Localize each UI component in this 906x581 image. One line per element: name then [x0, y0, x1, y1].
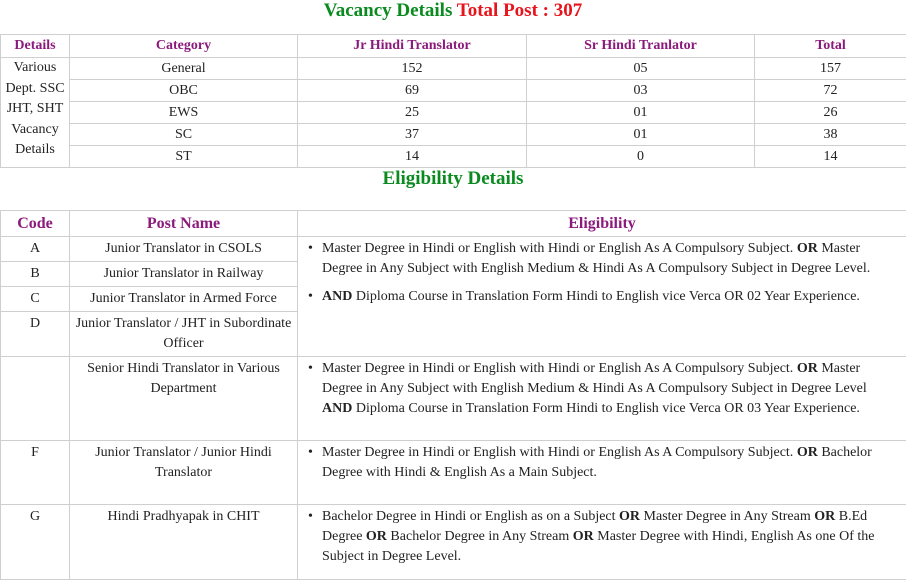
table-row: [1, 102, 906, 124]
table-row: [1, 124, 906, 146]
total-cell: 38: [755, 124, 906, 146]
code-cell: B: [1, 262, 70, 287]
col-post-name: Post Name: [70, 211, 298, 237]
list-item: [308, 287, 896, 307]
details-cell: Various Dept. SSC JHT, SHT Vacancy Details: [1, 58, 70, 168]
and-keyword: AND: [322, 289, 353, 304]
eligibility-cell: [298, 505, 906, 580]
category-cell: ST: [70, 146, 298, 168]
table-row: [1, 146, 906, 168]
table-row: [1, 441, 906, 505]
vacancy-table: [0, 34, 906, 168]
table-row: [1, 237, 906, 262]
list-item: [308, 239, 896, 279]
bullet-icon: •: [308, 445, 313, 460]
sr-cell: 03: [527, 80, 755, 102]
sr-cell: 05: [527, 58, 755, 80]
code-cell: A: [1, 237, 70, 262]
eligibility-cell: [298, 357, 906, 441]
eligibility-cell: [298, 237, 906, 357]
col-category: Category: [70, 35, 298, 58]
code-cell: [1, 357, 70, 441]
jr-cell: 37: [298, 124, 527, 146]
jr-cell: 25: [298, 102, 527, 124]
eligibility-text: Master Degree in Any Stream: [643, 509, 811, 524]
eligibility-text: Bachelor Degree in Hindi or English as on a Subject: [322, 509, 616, 524]
eligibility-text: Master Degree with Hindi, English As one Of the Subject in Degree Level.: [322, 529, 875, 564]
eligibility-header-row: [1, 211, 906, 237]
bullet-icon: •: [308, 241, 313, 256]
list-item: [308, 443, 896, 483]
col-eligibility: Eligibility: [298, 211, 906, 237]
table-row: [1, 58, 906, 80]
bullet-icon: •: [308, 509, 313, 524]
total-cell: 26: [755, 102, 906, 124]
or-keyword: OR: [814, 509, 836, 524]
vacancy-header-row: [1, 35, 906, 58]
jr-cell: 69: [298, 80, 527, 102]
total-cell: 14: [755, 146, 906, 168]
post-cell: Junior Translator in Armed Force: [70, 287, 298, 312]
category-cell: OBC: [70, 80, 298, 102]
eligibility-text: Master Degree in Any Subject with English Medium & Hindi As A Compulsory Subject in Degree Level: [322, 361, 867, 396]
or-keyword: OR: [796, 445, 818, 460]
or-keyword: OR: [572, 529, 594, 544]
code-cell: C: [1, 287, 70, 312]
bullet-icon: •: [308, 361, 313, 376]
post-cell: Junior Translator in CSOLS: [70, 237, 298, 262]
code-cell: F: [1, 441, 70, 505]
post-cell: Junior Translator in Railway: [70, 262, 298, 287]
list-item: [308, 359, 896, 419]
post-cell: Junior Translator / JHT in Subordinate Officer: [70, 312, 298, 357]
eligibility-text: Master Degree in Hindi or English with Hindi or English As A Compulsory Subject.: [322, 241, 794, 256]
post-cell: Senior Hindi Translator in Various Department: [70, 357, 298, 441]
col-jr-hindi-translator: Jr Hindi Translator: [298, 35, 527, 58]
table-row: [1, 357, 906, 441]
table-row: [1, 80, 906, 102]
table-row: [1, 505, 906, 580]
eligibility-table: [0, 210, 906, 580]
and-keyword: AND: [322, 401, 353, 416]
sr-cell: 01: [527, 124, 755, 146]
code-cell: D: [1, 312, 70, 357]
eligibility-text: Bachelor Degree in Any Stream: [390, 529, 570, 544]
col-sr-hindi-translator: Sr Hindi Tranlator: [527, 35, 755, 58]
eligibility-text: Master Degree in Hindi or English with Hindi or English As A Compulsory Subject.: [322, 445, 794, 460]
or-keyword: OR: [796, 361, 818, 376]
col-details: Details: [1, 35, 70, 58]
eligibility-text: Diploma Course in Translation Form Hindi to English vice Verca OR 03 Year Experience.: [355, 401, 860, 416]
total-post-label: Total Post : 307: [456, 0, 583, 21]
code-cell: G: [1, 505, 70, 580]
sr-cell: 01: [527, 102, 755, 124]
vacancy-title: [0, 0, 906, 34]
eligibility-cell: [298, 441, 906, 505]
total-cell: 72: [755, 80, 906, 102]
eligibility-text: Bachelor Degree with Hindi & English As a Main Subject.: [322, 445, 872, 480]
or-keyword: OR: [796, 241, 818, 256]
eligibility-list: [308, 443, 896, 483]
col-code: Code: [1, 211, 70, 237]
list-item: [308, 507, 896, 567]
post-cell: Junior Translator / Junior Hindi Translator: [70, 441, 298, 505]
post-cell: Hindi Pradhyapak in CHIT: [70, 505, 298, 580]
category-cell: SC: [70, 124, 298, 146]
or-keyword: OR: [619, 509, 641, 524]
bullet-icon: •: [308, 289, 313, 304]
category-cell: General: [70, 58, 298, 80]
eligibility-list: [308, 239, 896, 307]
jr-cell: 152: [298, 58, 527, 80]
eligibility-text: B.Ed Degree: [322, 509, 868, 544]
or-keyword: OR: [365, 529, 387, 544]
eligibility-text: Master Degree in Hindi or English with Hindi or English As A Compulsory Subject.: [322, 361, 794, 376]
eligibility-list: [308, 359, 896, 419]
eligibility-title: Eligibility Details: [382, 168, 524, 189]
jr-cell: 14: [298, 146, 527, 168]
total-cell: 157: [755, 58, 906, 80]
eligibility-text: Diploma Course in Translation Form Hindi to English vice Verca OR 02 Year Experience.: [355, 289, 860, 304]
category-cell: EWS: [70, 102, 298, 124]
eligibility-text: Master Degree in Any Subject with English Medium & Hindi As A Compulsory Subject in Degree Level.: [322, 241, 871, 276]
sr-cell: 0: [527, 146, 755, 168]
vacancy-title-main: Vacancy Details: [323, 0, 453, 21]
eligibility-list: [308, 507, 896, 567]
col-total: Total: [755, 35, 906, 58]
